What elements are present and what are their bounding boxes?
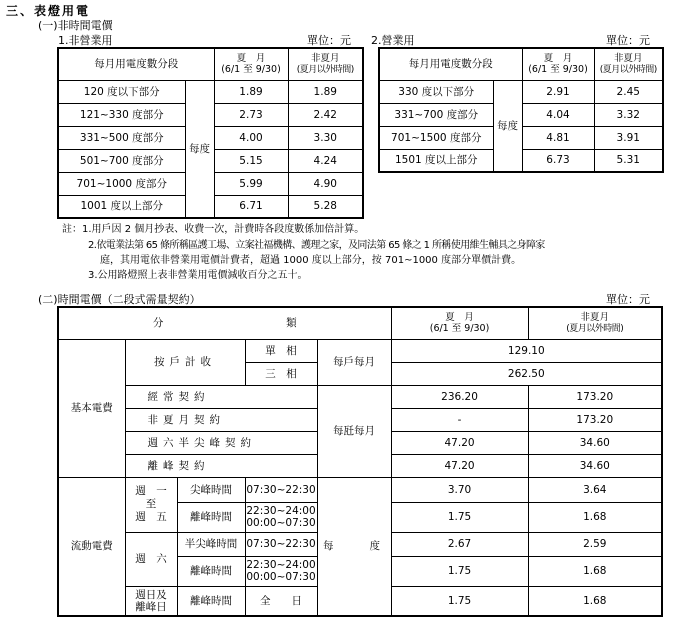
- sat-off-peak-summer: 1.75: [391, 556, 528, 586]
- tou-table: [57, 306, 663, 617]
- col-summer-header: [214, 48, 288, 80]
- sat-semi-peak-nonsummer: 34.60: [528, 431, 662, 454]
- table-row-nonsummer: 4.24: [288, 149, 363, 172]
- sunday-label-b: 離峰日: [135, 600, 167, 613]
- regular-summer: 236.20: [391, 385, 528, 408]
- regular-contract-label: 經常契約: [125, 385, 317, 408]
- non-tou-title: (一)非時間電價: [38, 19, 113, 32]
- off-peak-contract-summer: 47.20: [391, 454, 528, 477]
- note-2: 2.依電業法第 65 條所稱區護工場、立案社福機構、護理之家，及同法第 65 條之 1 所稱使用維生輔具之身障家: [88, 240, 545, 251]
- class-header-b: 類: [286, 317, 297, 330]
- sat-semi-peak-rate-summer: 2.67: [391, 532, 528, 556]
- weekday-peak-nonsummer: 3.64: [528, 477, 662, 502]
- col-nonsummer-label: 非夏月: [580, 311, 610, 323]
- off-peak-contract-nonsummer: 34.60: [528, 454, 662, 477]
- per-account-unit: 每戶每月: [317, 339, 391, 385]
- weekday-peak-label: 尖峰時間: [177, 477, 245, 502]
- sunday-off-peak-label: 離峰時間: [177, 586, 245, 616]
- unit-per-kwh: 每度: [493, 80, 522, 172]
- tou-title: (二)時間電價（二段式需量契約）: [38, 293, 201, 306]
- sunday-off-peak-nonsummer: 1.68: [528, 586, 662, 616]
- weekday-off-peak-nonsummer: 1.68: [528, 502, 662, 532]
- tou-unit: 單位：元: [606, 293, 650, 306]
- col-nonsummer-sub: (夏月以外時間): [296, 64, 354, 75]
- table-row-range: 331~700 度部分: [379, 103, 493, 126]
- col-nonsummer-sub: (夏月以外時間): [599, 64, 657, 75]
- weekday-peak-time: 07:30~22:30: [245, 477, 317, 502]
- table-row-nonsummer: 4.90: [288, 172, 363, 195]
- table-row-nonsummer: 3.91: [594, 126, 663, 149]
- col-usage-header: 每月用電度數分段: [379, 48, 522, 80]
- table-row-summer: 1.89: [214, 80, 288, 103]
- note-2-cont: 庭，其用電依非營業用電價計費者，超過 1000 度以上部分，按 701~1000 度部分單價計費。: [100, 255, 522, 266]
- unit-per-kwh: 每度: [185, 80, 214, 218]
- non-business-table: [57, 47, 364, 219]
- per-kwh-unit: 每 度: [317, 477, 391, 616]
- three-phase-price: 262.50: [391, 362, 662, 385]
- sat-off-peak-nonsummer: 1.68: [528, 556, 662, 586]
- weekday-off-peak-summer: 1.75: [391, 502, 528, 532]
- note-1: 註：1.用戶因 2 個月抄表、收費一次，計費時各段度數係加倍計算。: [62, 224, 365, 235]
- table-row-summer: 4.04: [522, 103, 594, 126]
- sat-off-peak-time: [245, 556, 317, 586]
- off-peak-contract-label: 離峰契約: [125, 454, 317, 477]
- col-nonsummer-label: 非夏月: [613, 52, 643, 64]
- table-row-summer: 4.81: [522, 126, 594, 149]
- table-row-nonsummer: 3.32: [594, 103, 663, 126]
- table-row-range: 701~1500 度部分: [379, 126, 493, 149]
- col-summer-label: 夏 月: [445, 312, 474, 324]
- class-header: [58, 307, 391, 339]
- col-nonsummer-header: [528, 307, 662, 339]
- weekday-off-time-b: 00:00~07:30: [246, 517, 316, 529]
- sunday-off-peak-summer: 1.75: [391, 586, 528, 616]
- flow-fee-label: 流動電費: [58, 477, 125, 616]
- table-row-range: 330 度以下部分: [379, 80, 493, 103]
- saturday-label: 週 六: [125, 532, 177, 586]
- sat-semi-peak-contract-label: 週六半尖峰契約: [125, 431, 317, 454]
- col-summer-sub: (6/1 至 9/30): [429, 323, 490, 335]
- sunday-label-a: 週日及: [135, 588, 167, 601]
- weekday-label-a: 週 一: [135, 485, 167, 497]
- table-row-nonsummer: 1.89: [288, 80, 363, 103]
- non-business-subtitle: 1.非營業用: [58, 34, 113, 47]
- table-row-summer: 2.73: [214, 103, 288, 126]
- col-summer-label: 夏 月: [543, 53, 573, 65]
- non-summer-contract-label: 非夏月契約: [125, 408, 317, 431]
- weekday-label: [125, 477, 177, 532]
- col-nonsummer-header: [288, 48, 363, 80]
- col-usage-header: 每月用電度數分段: [58, 48, 214, 80]
- col-summer-sub: (6/1 至 9/30): [528, 64, 588, 76]
- weekday-off-peak-label: 離峰時間: [177, 502, 245, 532]
- table-row-summer: 6.73: [522, 149, 594, 172]
- section-title: 三、表燈用電: [6, 4, 91, 18]
- three-phase-label: 三 相: [245, 362, 317, 385]
- table-row-nonsummer: 3.30: [288, 126, 363, 149]
- table-row-nonsummer: 2.45: [594, 80, 663, 103]
- weekday-label-b: 至: [145, 498, 157, 510]
- sat-semi-peak-rate-nonsummer: 2.59: [528, 532, 662, 556]
- table-row-nonsummer: 5.31: [594, 149, 663, 172]
- sat-semi-peak-label: 半尖峰時間: [177, 532, 245, 556]
- table-row-summer: 6.71: [214, 195, 288, 218]
- business-unit: 單位：元: [606, 34, 650, 47]
- col-nonsummer-sub: (夏月以外時間): [566, 323, 624, 334]
- class-header-a: 分: [152, 317, 164, 330]
- single-phase-price: 129.10: [391, 339, 662, 362]
- basic-fee-label: 基本電費: [58, 339, 125, 477]
- single-phase-label: 單 相: [245, 339, 317, 362]
- table-row-summer: 5.15: [214, 149, 288, 172]
- table-row-range: 121~330 度部分: [58, 103, 185, 126]
- col-summer-header: [391, 307, 528, 339]
- col-nonsummer-header: [594, 48, 663, 80]
- col-summer-label: 夏 月: [236, 53, 266, 65]
- table-row-range: 701~1000 度部分: [58, 172, 185, 195]
- weekday-label-c: 週 五: [135, 511, 167, 523]
- non-summer-contract-summer: -: [391, 408, 528, 431]
- sat-semi-peak-summer: 47.20: [391, 431, 528, 454]
- table-row-summer: 2.91: [522, 80, 594, 103]
- regular-nonsummer: 173.20: [528, 385, 662, 408]
- sat-semi-peak-time: 07:30~22:30: [245, 532, 317, 556]
- note-3: 3.公用路燈照上表非營業用電價減收百分之五十。: [88, 270, 308, 281]
- weekday-off-peak-time: [245, 502, 317, 532]
- table-row-range: 501~700 度部分: [58, 149, 185, 172]
- table-row-summer: 5.99: [214, 172, 288, 195]
- col-summer-sub: (6/1 至 9/30): [221, 64, 281, 76]
- col-summer-header: [522, 48, 594, 80]
- per-kw-unit: 每瓩每月: [317, 385, 391, 477]
- non-summer-contract-nonsummer: 173.20: [528, 408, 662, 431]
- per-account-label: 按戶計收: [125, 339, 245, 385]
- weekday-off-time-a: 22:30~24:00: [246, 505, 316, 517]
- business-subtitle: 2.營業用: [371, 34, 415, 47]
- table-row-nonsummer: 5.28: [288, 195, 363, 218]
- table-row-summer: 4.00: [214, 126, 288, 149]
- table-row-nonsummer: 2.42: [288, 103, 363, 126]
- sat-off-time-b: 00:00~07:30: [246, 571, 316, 583]
- table-row-range: 1001 度以上部分: [58, 195, 185, 218]
- table-row-range: 331~500 度部分: [58, 126, 185, 149]
- business-table: [378, 47, 664, 173]
- sunday-all-day: 全 日: [245, 586, 317, 616]
- col-nonsummer-label: 非夏月: [310, 52, 340, 64]
- table-row-range: 120 度以下部分: [58, 80, 185, 103]
- weekday-peak-summer: 3.70: [391, 477, 528, 502]
- sunday-label: [125, 586, 177, 616]
- sat-off-peak-label: 離峰時間: [177, 556, 245, 586]
- table-row-range: 1501 度以上部分: [379, 149, 493, 172]
- sat-off-time-a: 22:30~24:00: [246, 559, 316, 571]
- non-business-unit: 單位：元: [307, 34, 351, 47]
